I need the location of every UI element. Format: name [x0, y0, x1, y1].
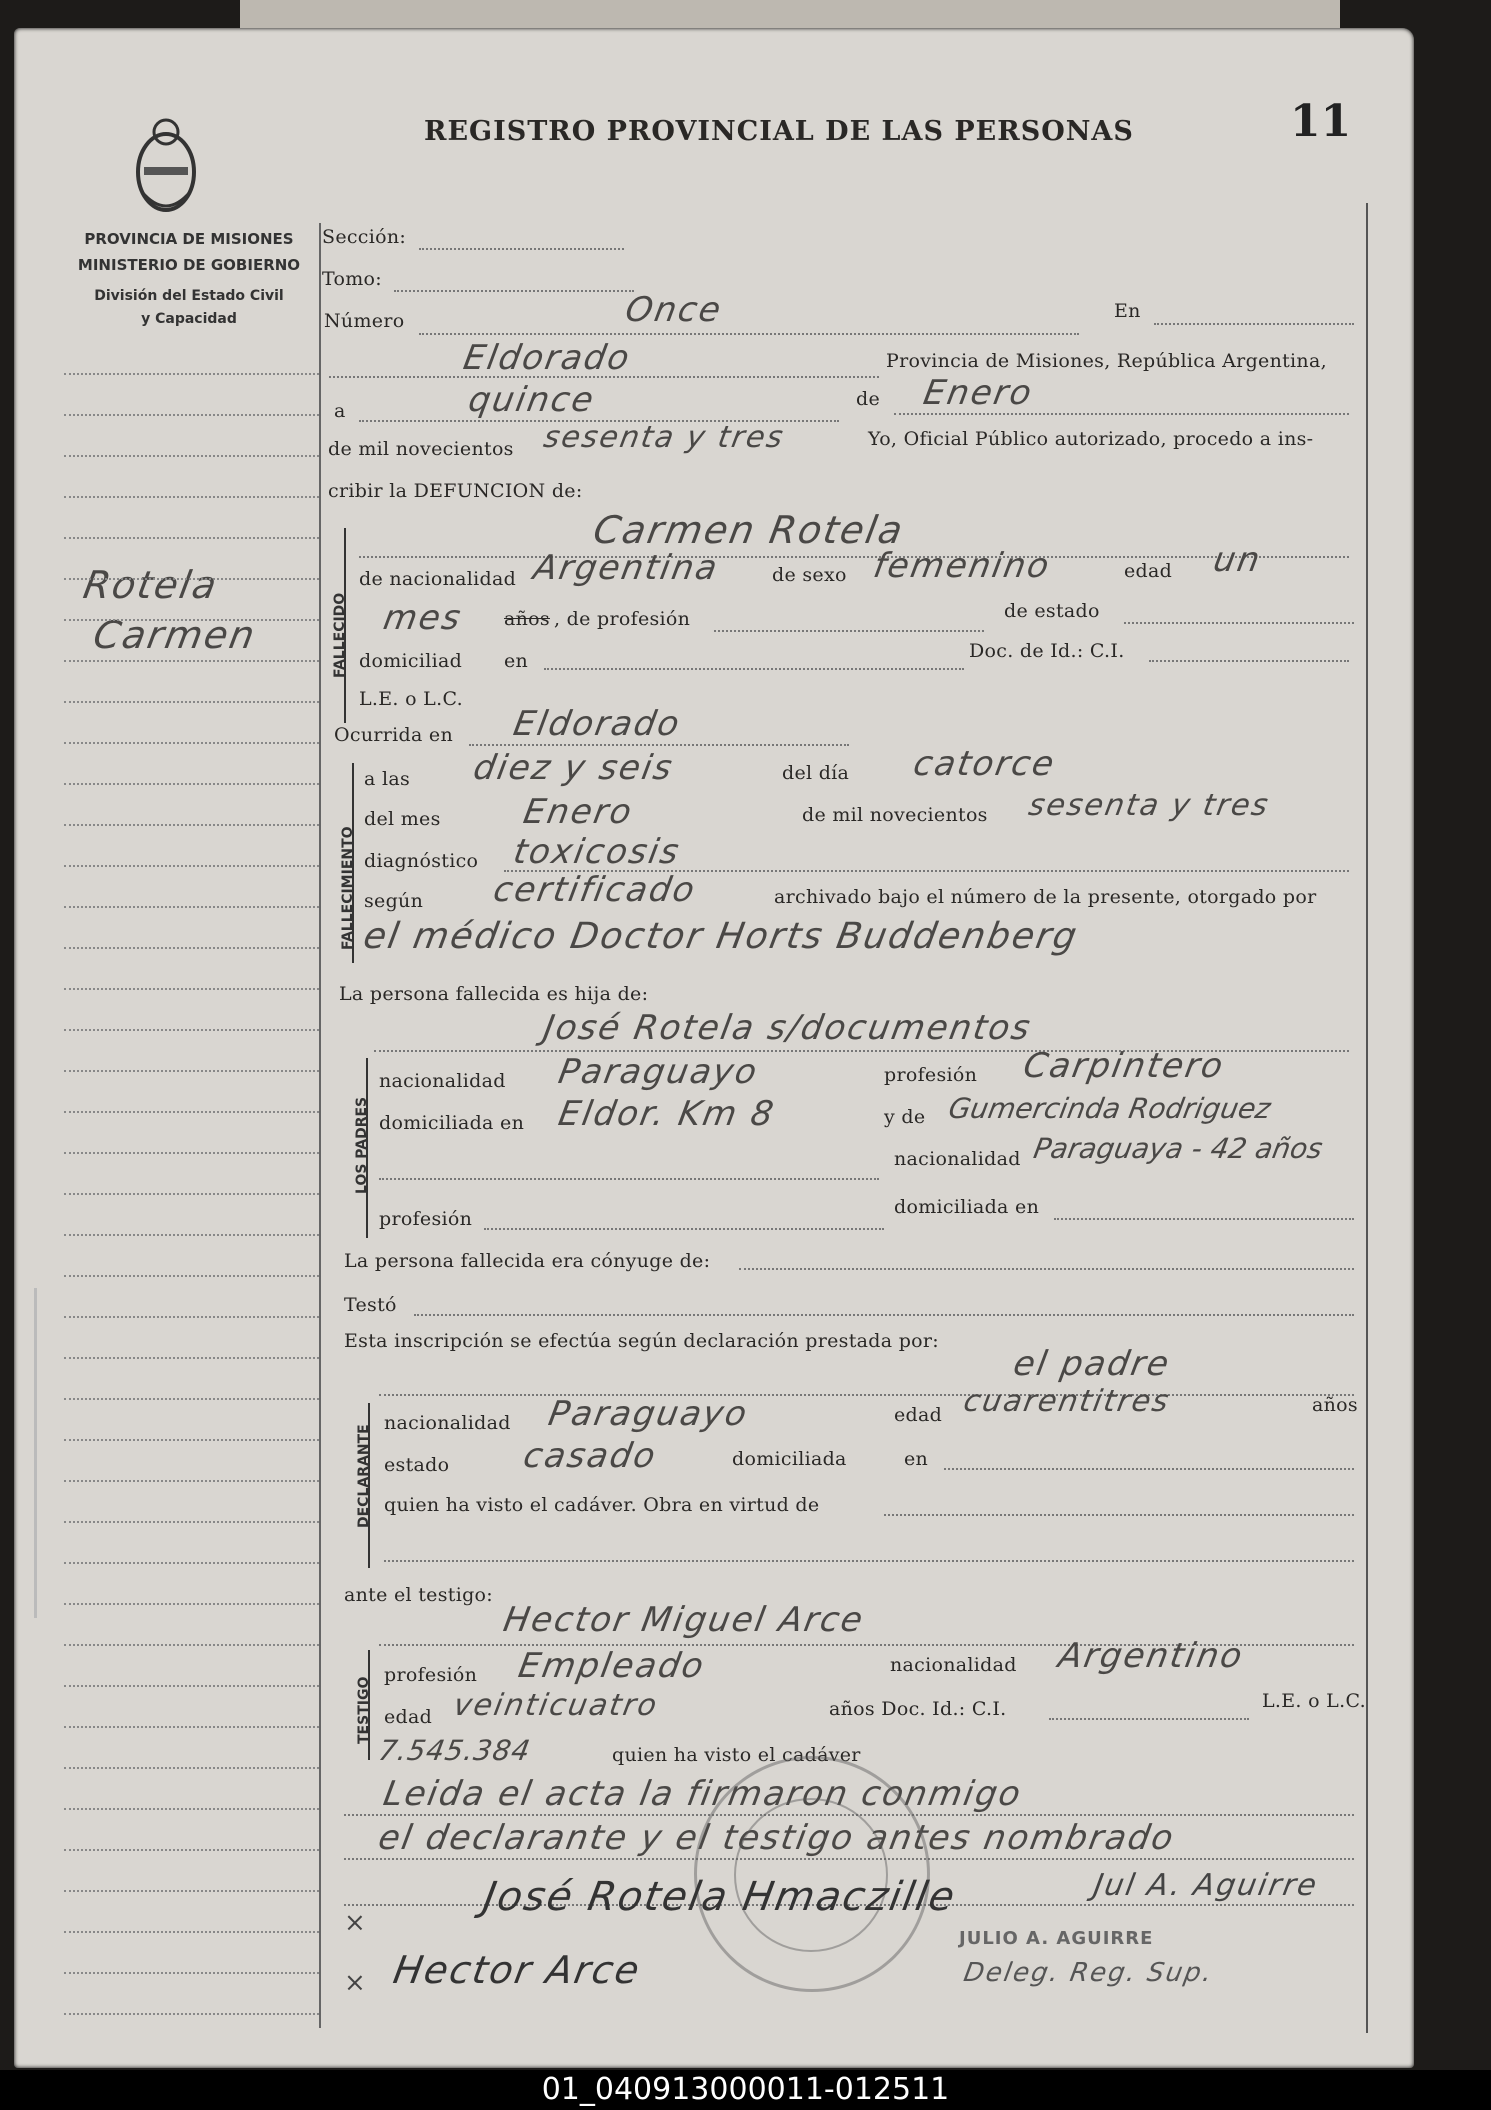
label-padre-profesion2: profesión	[379, 1208, 473, 1230]
margin-ruled-line	[64, 1890, 319, 1892]
margin-ruled-line	[64, 783, 319, 785]
margin-ruled-line	[64, 824, 319, 826]
domicilio-line	[544, 668, 964, 670]
margin-pencil-mark	[34, 1288, 37, 1618]
label-en2: en	[504, 650, 529, 672]
mes-line	[894, 413, 1349, 415]
nombre-value: Carmen Rotela	[590, 508, 908, 552]
doc-line	[1149, 660, 1349, 662]
ocurrida-line	[469, 744, 849, 746]
label-decl-edad: edad	[894, 1404, 943, 1426]
obra-line2	[384, 1560, 1354, 1562]
scan-id: 01_040913000011-012511	[0, 2070, 1491, 2110]
label-numero: Número	[324, 310, 405, 332]
label-ocurrida-en: Ocurrida en	[334, 724, 454, 746]
decl-edad-value: cuarentitres	[960, 1384, 1174, 1419]
padre-extra-line	[379, 1178, 879, 1180]
anio-value: sesenta y tres	[540, 420, 788, 455]
margin-ruled-line	[64, 1029, 319, 1031]
margin-ruled-line	[64, 1808, 319, 1810]
label-de: de	[856, 388, 881, 410]
lugar-value: Eldorado	[460, 338, 635, 378]
label-y-de: y de	[884, 1106, 926, 1128]
label-provincia: Provincia de Misiones, República Argentina,	[886, 350, 1327, 372]
label-anos: años	[1312, 1394, 1358, 1416]
label-test-le: L.E. o L.C.	[1262, 1690, 1366, 1712]
madre-value: Gumercinda Rodriguez	[946, 1092, 1274, 1125]
label-yo-oficial: Yo, Oficial Público autorizado, procedo a ins-	[868, 428, 1314, 450]
margin-ruled-line	[64, 947, 319, 949]
seccion-line	[419, 248, 624, 250]
side-label-fallecimiento: FALLECIMIENTO	[340, 826, 356, 950]
label-inscripcion: Esta inscripción se efectúa según declaración prestada por:	[344, 1330, 940, 1352]
test-prof-value: Empleado	[515, 1646, 709, 1686]
signature-testigo: Hector Arce	[390, 1948, 645, 1992]
nombre-line	[359, 556, 1349, 558]
leida-line2: el declarante y el testigo antes nombrado	[375, 1818, 1179, 1858]
margin-ruled-line	[64, 1931, 319, 1933]
margin-ruled-line	[64, 1111, 319, 1113]
margin-ruled-line	[64, 1685, 319, 1687]
conyuge-line	[739, 1268, 1354, 1270]
signature-official: Jul A. Aguirre	[1090, 1868, 1322, 1903]
testigo-value: Hector Miguel Arce	[500, 1600, 868, 1640]
label-le-lc: L.E. o L.C.	[359, 688, 463, 710]
margin-ruled-line	[64, 1152, 319, 1154]
right-border	[1366, 203, 1368, 2033]
label-anos-struck: años	[504, 608, 550, 630]
margin-firstname: Carmen	[90, 613, 260, 657]
en-line	[1154, 323, 1354, 325]
margin-ruled-line	[64, 701, 319, 703]
label-de-estado: de estado	[1004, 600, 1100, 622]
margin-ruled-line	[64, 1275, 319, 1277]
label-domiciliad: domiciliad	[359, 650, 463, 672]
label-quien-visto: quien ha visto el cadáver. Obra en virtud de	[384, 1494, 820, 1516]
label-madre-nacionalidad: nacionalidad	[894, 1148, 1021, 1170]
cross-mark-1: ×	[344, 1908, 366, 1938]
label-a: a	[334, 400, 346, 422]
issuer-line4: y Capacidad	[141, 311, 237, 327]
dia-value: quince	[465, 380, 599, 420]
label-del-mes: del mes	[364, 808, 441, 830]
margin-ruled-line	[64, 742, 319, 744]
leida-line1: Leida el acta la firmaron conmigo	[380, 1774, 1026, 1814]
label-domiciliada: domiciliada	[732, 1448, 847, 1470]
padre-prof-value: Carpintero	[1020, 1046, 1228, 1086]
side-label-declarante: DECLARANTE	[356, 1424, 372, 1528]
margin-ruled-line	[64, 496, 319, 498]
margin-ruled-line	[64, 906, 319, 908]
label-en3: en	[904, 1448, 929, 1470]
label-seccion: Sección:	[322, 226, 407, 248]
label-de-mil-nov: de mil novecientos	[802, 804, 988, 826]
label-segun: según	[364, 890, 424, 912]
declarante-line	[379, 1394, 1354, 1396]
label-test-anos-doc: años Doc. Id.: C.I.	[829, 1698, 1007, 1720]
medico-value: el médico Doctor Horts Buddenberg	[360, 916, 1082, 957]
decl-dom-line	[944, 1468, 1354, 1470]
decl-estado-value: casado	[520, 1436, 660, 1476]
label-de-sexo: de sexo	[772, 564, 847, 586]
edad-unidad-value: mes	[380, 598, 466, 638]
margin-ruled-line	[64, 1070, 319, 1072]
estado-line	[1124, 622, 1354, 624]
margin-ruled-line	[64, 1562, 319, 1564]
stamp-official-title: Deleg. Reg. Sup.	[961, 1958, 1216, 1988]
margin-ruled-line	[64, 1644, 319, 1646]
margin-ruled-line	[64, 1726, 319, 1728]
label-madre-domiciliada: domiciliada en	[894, 1196, 1040, 1218]
margin-ruled-line	[64, 865, 319, 867]
segun-value: certificado	[490, 870, 700, 910]
label-hija-de: La persona fallecida es hija de:	[339, 983, 649, 1005]
label-decl-nacionalidad: nacionalidad	[384, 1412, 511, 1434]
anio-fall-value: sesenta y tres	[1025, 788, 1273, 823]
label-padre-profesion: profesión	[884, 1064, 978, 1086]
dia-fall-value: catorce	[910, 744, 1059, 784]
padre-dom-value: Eldor. Km 8	[555, 1094, 779, 1134]
diagnostico-value: toxicosis	[510, 832, 684, 872]
madre-dom-line	[1054, 1218, 1354, 1220]
label-test-profesion: profesión	[384, 1664, 478, 1686]
numero-line	[419, 333, 1079, 335]
label-en: En	[1114, 300, 1141, 322]
test-ci-line	[1049, 1718, 1249, 1720]
margin-ruled-line	[64, 578, 319, 580]
margin-ruled-line	[64, 1357, 319, 1359]
label-doc-id: Doc. de Id.: C.I.	[969, 640, 1125, 662]
declarante-value: el padre	[1010, 1344, 1174, 1384]
margin-ruled-line	[64, 1521, 319, 1523]
margin-ruled-line	[64, 619, 319, 621]
label-cribir: cribir la DEFUNCION de:	[328, 480, 583, 502]
label-del-dia: del día	[782, 762, 850, 784]
margin-ruled-line	[64, 988, 319, 990]
margin-ruled-line	[64, 1972, 319, 1974]
coat-of-arms-icon	[130, 112, 202, 222]
margin-ruled-line	[64, 1603, 319, 1605]
label-ante-testigo: ante el testigo:	[344, 1584, 493, 1606]
side-label-fallecido: FALLECIDO	[332, 592, 348, 678]
margin-ruled-line	[64, 1480, 319, 1482]
issuer-line2: MINISTERIO DE GOBIERNO	[77, 256, 301, 274]
label-padre-nacionalidad: nacionalidad	[379, 1070, 506, 1092]
binding-strip	[240, 0, 1340, 28]
label-archivado: archivado bajo el número de la presente, otorgado por	[774, 886, 1317, 908]
label-diagnostico: diagnóstico	[364, 850, 479, 872]
decl-nac-value: Paraguayo	[545, 1394, 752, 1434]
label-edad: edad	[1124, 560, 1173, 582]
profesion-line	[714, 630, 984, 632]
label-quien-visto2: quien ha visto el cadáver	[612, 1744, 861, 1766]
numero-value: Once	[622, 290, 726, 330]
margin-ruled-line	[64, 2013, 319, 2015]
nacionalidad-value: Argentina	[530, 548, 722, 588]
register-page	[14, 28, 1414, 2068]
test-edad-value: veinticuatro	[450, 1688, 662, 1723]
test-ci-value: 7.545.384	[376, 1734, 534, 1767]
margin-ruled-line	[64, 1193, 319, 1195]
label-padre-domiciliada: domiciliada en	[379, 1112, 525, 1134]
margin-ruled-line	[64, 1234, 319, 1236]
margin-ruled-line	[64, 1398, 319, 1400]
mes-value: Enero	[920, 373, 1037, 413]
label-de-nacionalidad: de nacionalidad	[359, 568, 517, 590]
label-a-las: a las	[364, 768, 411, 790]
mes-fall-value: Enero	[520, 792, 637, 832]
label-de-mil: de mil novecientos	[328, 438, 514, 460]
label-estado: estado	[384, 1454, 450, 1476]
label-tomo: Tomo:	[322, 268, 382, 290]
signature-declarante: José Rotela Hmaczille	[479, 1874, 960, 1920]
issuer-line3: División del Estado Civil	[94, 288, 284, 304]
margin-ruled-line	[64, 373, 319, 375]
padre-value: José Rotela s/documentos	[540, 1008, 1035, 1048]
hora-value: diez y seis	[470, 748, 677, 788]
margin-ruled-line	[64, 1849, 319, 1851]
label-test-edad: edad	[384, 1706, 433, 1728]
title: REGISTRO PROVINCIAL DE LAS PERSONAS	[424, 116, 1134, 147]
margin-ruled-line	[64, 455, 319, 457]
obra-line	[884, 1514, 1354, 1516]
margin-ruled-line	[64, 1316, 319, 1318]
side-label-testigo: TESTIGO	[356, 1676, 372, 1744]
lugar-line	[329, 376, 879, 378]
madre-nac-value: Paraguaya - 42 años	[1031, 1132, 1326, 1165]
column-divider	[319, 223, 321, 2028]
margin-ruled-line	[64, 660, 319, 662]
issuer-line1: PROVINCIA DE MISIONES	[84, 230, 294, 248]
testo-line	[414, 1314, 1354, 1316]
margin-ruled-line	[64, 1767, 319, 1769]
tomo-line	[394, 290, 634, 292]
sexo-value: femenino	[870, 546, 1054, 586]
padre-nac-value: Paraguayo	[555, 1052, 762, 1092]
ocurrida-value: Eldorado	[510, 704, 685, 744]
label-test-nacionalidad: nacionalidad	[890, 1654, 1017, 1676]
label-de-profesion: , de profesión	[554, 608, 691, 630]
profesion2-line	[484, 1228, 884, 1230]
margin-surname: Rotela	[80, 563, 222, 607]
margin-ruled-line	[64, 537, 319, 539]
margin-ruled-line	[64, 414, 319, 416]
test-nac-value: Argentino	[1055, 1636, 1247, 1676]
label-conyuge: La persona fallecida era cónyuge de:	[344, 1250, 711, 1272]
edad-value: un	[1210, 540, 1265, 580]
margin-ruled-line	[64, 1439, 319, 1441]
side-label-padres: LOS PADRES	[354, 1096, 370, 1194]
stamp-official-name: JULIO A. AGUIRRE	[959, 1928, 1154, 1949]
label-testo: Testó	[344, 1294, 397, 1316]
page-number: 11	[1290, 96, 1352, 147]
cross-mark-2: ×	[344, 1968, 366, 1998]
